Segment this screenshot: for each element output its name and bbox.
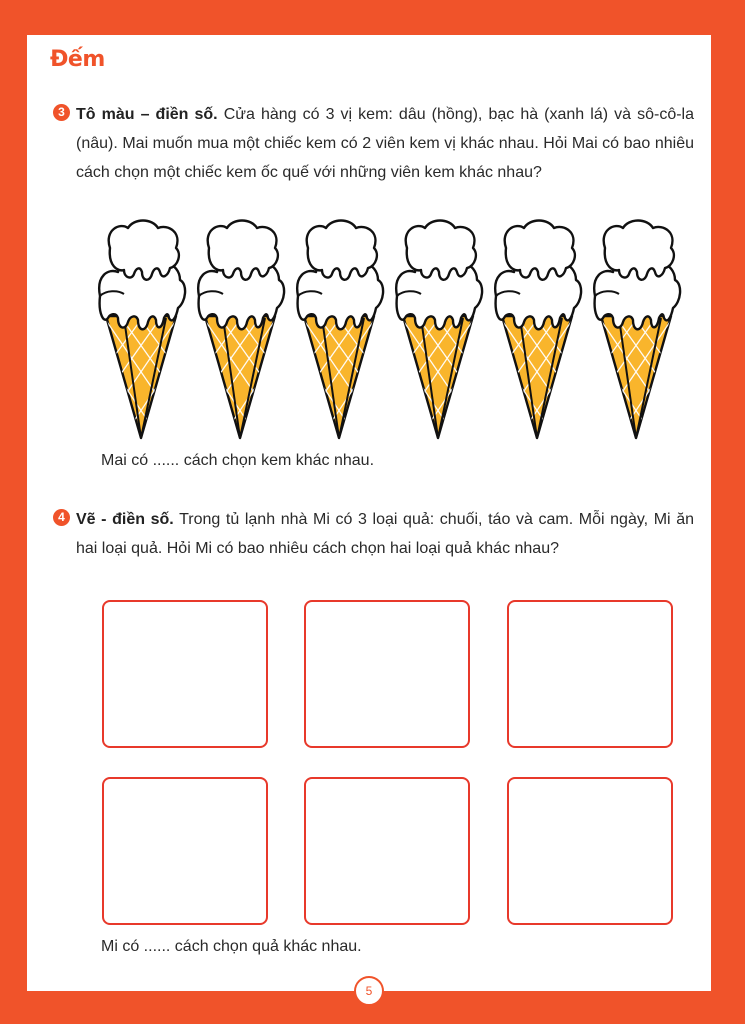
task-3-text: [76, 100, 694, 187]
ice-cream-cone-icon[interactable]: [393, 218, 485, 444]
drawing-box[interactable]: [102, 600, 268, 748]
ice-cream-cone-icon[interactable]: [591, 218, 683, 444]
ice-cream-cones: [96, 218, 686, 444]
ice-cream-cone-icon[interactable]: [492, 218, 584, 444]
drawing-box[interactable]: [102, 777, 268, 925]
section-title: Đếm: [50, 47, 105, 72]
ice-cream-cone-icon[interactable]: [96, 218, 188, 444]
page-number: 5: [354, 976, 384, 1006]
task-4-heading: Vẽ - điền số.: [76, 511, 174, 528]
drawing-box[interactable]: [304, 777, 470, 925]
ice-cream-cone-icon[interactable]: [195, 218, 287, 444]
task-3-body: Cửa hàng có 3 vị kem: dâu (hồng), bạc hà (xanh lá) và sô-cô-la (nâu). Mai muốn mua một chiếc kem có 2 viên kem vị khác nhau. Hỏi Mai có bao nhiêu cách chọn một chiếc kem ốc quế với những viên kem khác nhau?: [76, 106, 694, 181]
drawing-box[interactable]: [507, 600, 673, 748]
drawing-box[interactable]: [304, 600, 470, 748]
ice-cream-cone-icon[interactable]: [294, 218, 386, 444]
task-3-number: 3: [53, 104, 70, 121]
task-3-heading: Tô màu – điền số.: [76, 106, 218, 123]
task-4-body: Trong tủ lạnh nhà Mi có 3 loại quả: chuối, táo và cam. Mỗi ngày, Mi ăn hai loại quả. Hỏi Mi có bao nhiêu cách chọn hai loại quả khác nhau?: [76, 511, 695, 557]
drawing-box[interactable]: [507, 777, 673, 925]
task-4-answer: Mi có ...... cách chọn quả khác nhau.: [101, 938, 362, 955]
task-4-number: 4: [53, 509, 70, 526]
task-3: [58, 100, 694, 187]
task-4-text: [76, 505, 694, 563]
task-3-answer: Mai có ...... cách chọn kem khác nhau.: [101, 452, 375, 469]
task-4: [58, 505, 695, 563]
